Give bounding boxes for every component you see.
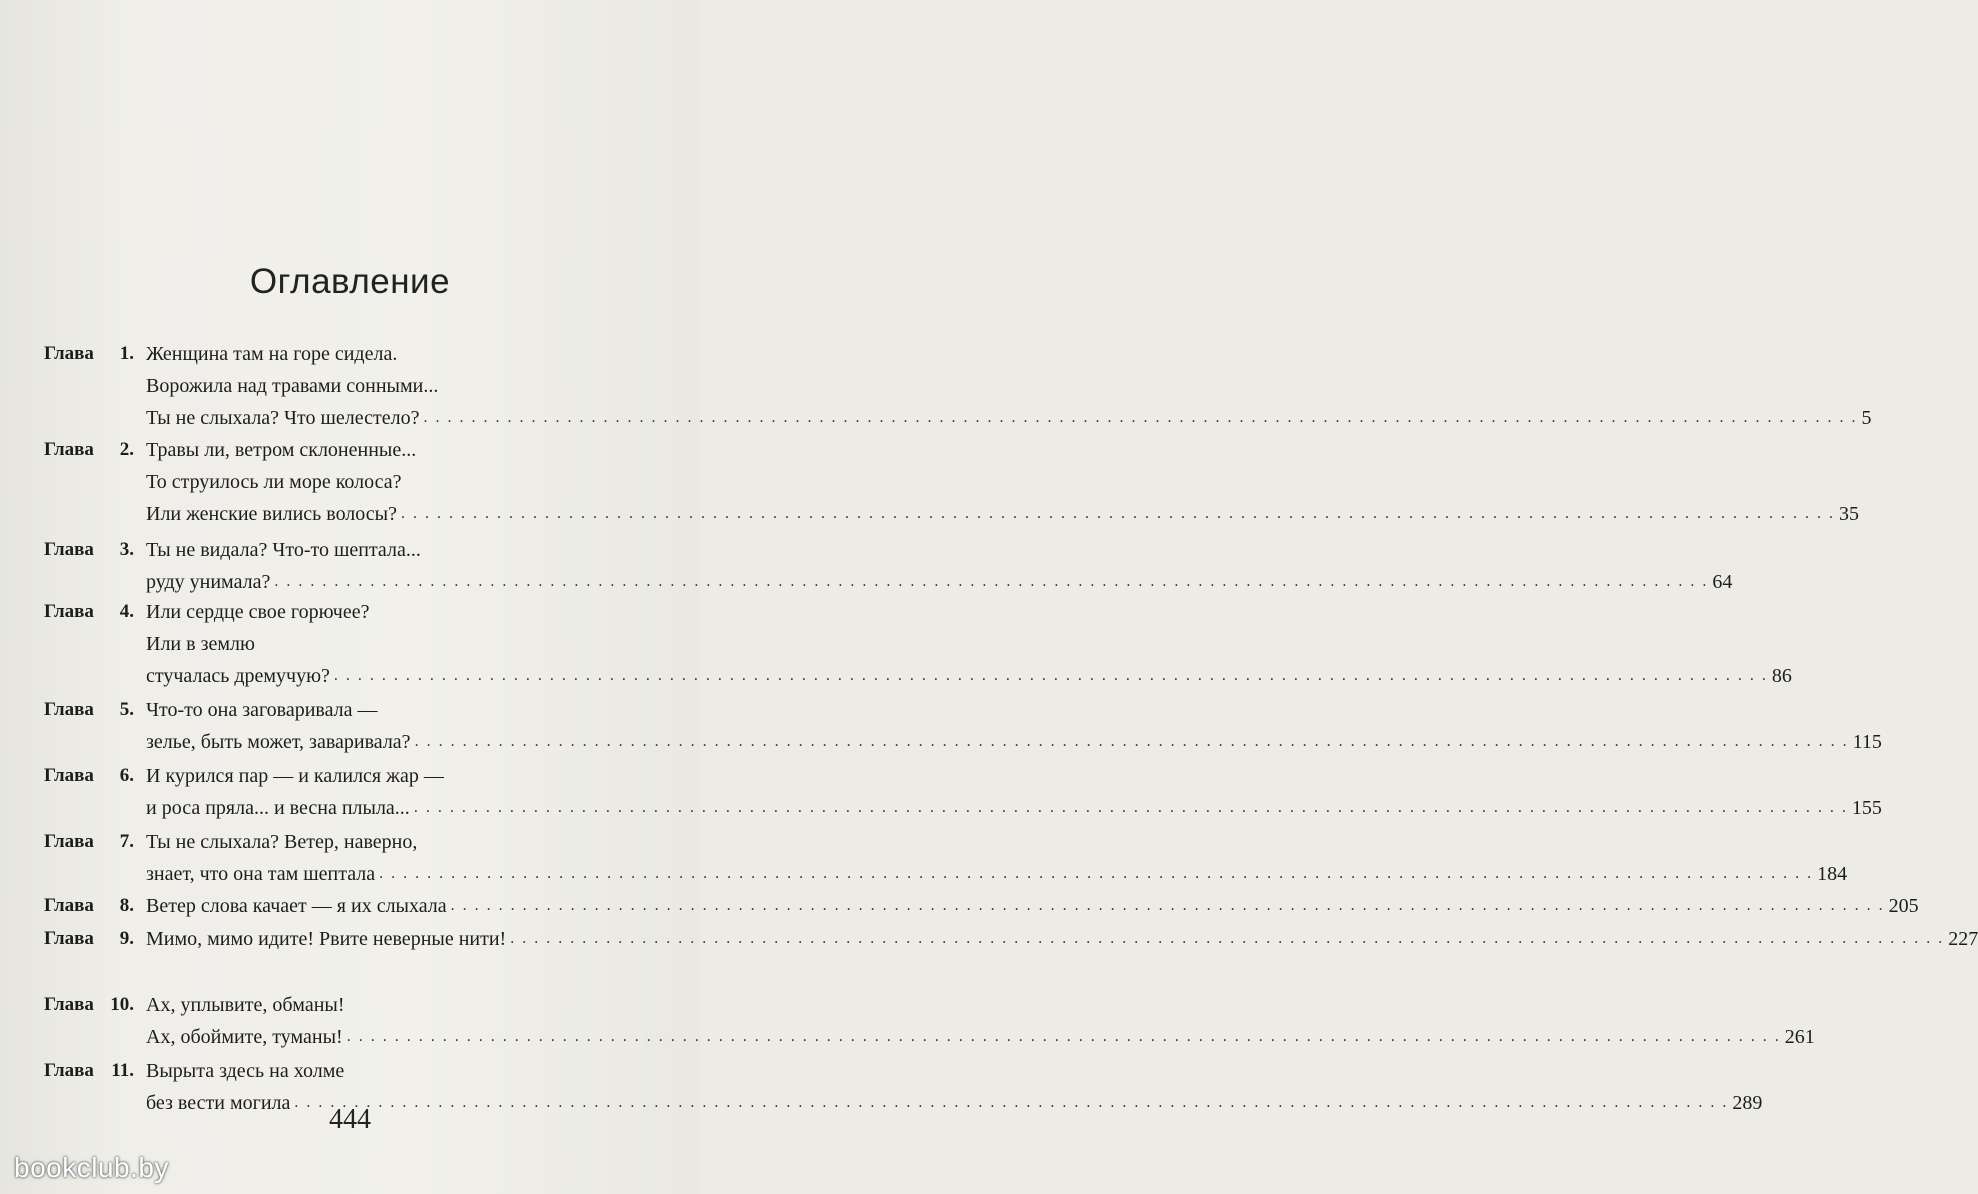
chapter-num: 4.: [119, 601, 134, 622]
chapter-label: Глава: [44, 439, 94, 460]
chapter-title-line: [146, 858, 1848, 890]
chapter-title-line: [146, 890, 1919, 922]
dot-leader: . . . . . . . . . . . . . . . . . . . . . . . . . . . . . . . . . . . . . . . . . . . . . . . . . . . . . . . . . . . . . . . . . . . . . . . . . . . . . . . . . . . . . . . . . . . . . . . . . . . . . . . . . . . . . . . . . . . . . . . .: [413, 799, 1848, 816]
chapter-title-text: зелье, быть может, заваривала?: [146, 731, 411, 753]
page-number: 444: [329, 1104, 371, 1135]
page-ref: 5: [1861, 407, 1872, 429]
chapter-num: 8.: [119, 895, 134, 916]
chapter-title-line: Что-то она заговаривала —: [146, 699, 378, 721]
chapter-title-line: Женщина там на горе сидела.: [146, 343, 398, 365]
page-ref: 86: [1771, 665, 1792, 687]
chapter-number: [44, 923, 140, 955]
chapter-title-line: [146, 660, 1792, 692]
chapter-num: 9.: [119, 928, 134, 949]
chapter-title-line: [146, 566, 1733, 598]
chapter-title-text: руду унимала?: [146, 571, 271, 593]
chapter-num: 11.: [111, 1060, 134, 1081]
chapter-number: [44, 338, 140, 370]
chapter-label: Глава: [44, 928, 94, 949]
chapter-label: Глава: [44, 765, 94, 786]
chapter-number: [44, 826, 140, 858]
chapter-title-line: Ты не слыхала? Ветер, наверно,: [146, 831, 418, 853]
chapter-title-text: знает, что она там шептала: [146, 863, 376, 885]
chapter-num: 3.: [119, 539, 134, 560]
dot-leader: . . . . . . . . . . . . . . . . . . . . . . . . . . . . . . . . . . . . . . . . . . . . . . . . . . . . . . . . . . . . . . . . . . . . . . . . . . . . . . . . . . . . . . . . . . . . . . . . . . . . . . . . . . . . . . . . . . . . . . . .: [510, 930, 1945, 947]
page-ref: 35: [1838, 503, 1859, 525]
bleed-through-text: [60, 10, 700, 234]
chapter-num: 7.: [119, 831, 134, 852]
chapter-label: Глава: [44, 699, 94, 720]
chapter-label: Глава: [44, 831, 94, 852]
chapter-title-line: Или в землю: [146, 633, 255, 655]
watermark-logo: bookclub.by: [14, 1152, 169, 1183]
chapter-title-line: [146, 726, 1882, 758]
dot-leader: . . . . . . . . . . . . . . . . . . . . . . . . . . . . . . . . . . . . . . . . . . . . . . . . . . . . . . . . . . . . . . . . . . . . . . . . . . . . . . . . . . . . . . . . . . . . . . . . . . . . . . . . . . . . . . . . . . . . . . . .: [333, 667, 1768, 684]
chapter-title-line: Или сердце свое горючее?: [146, 601, 370, 623]
page-ref: 227: [1948, 928, 1978, 950]
page-ref: 184: [1817, 863, 1848, 885]
dot-leader: . . . . . . . . . . . . . . . . . . . . . . . . . . . . . . . . . . . . . . . . . . . . . . . . . . . . . . . . . . . . . . . . . . . . . . . . . . . . . . . . . . . . . . . . . . . . . . . . . . . . . . . . . . . . . . . . . . . . . . . .: [414, 733, 1849, 750]
chapter-title-line: Вырыта здесь на холме: [146, 1060, 345, 1082]
chapter-number: [44, 760, 140, 792]
page-ref: 205: [1888, 895, 1919, 917]
chapter-title-text: без вести могила: [146, 1092, 291, 1114]
chapter-num: 5.: [119, 699, 134, 720]
dot-leader: . . . . . . . . . . . . . . . . . . . . . . . . . . . . . . . . . . . . . . . . . . . . . . . . . . . . . . . . . . . . . . . . . . . . . . . . . . . . . . . . . . . . . . . . . . . . . . . . . . . . . . . . . . . . . . . . . . . . . . . .: [400, 505, 1835, 522]
chapter-title-line: Травы ли, ветром склоненные...: [146, 439, 417, 461]
chapter-title-line: [146, 792, 1882, 824]
chapter-number: [44, 596, 140, 628]
chapter-number: [44, 1055, 140, 1087]
page-ref: 261: [1784, 1026, 1815, 1048]
chapter-number: [44, 890, 140, 922]
chapter-title-line: То струилось ли море колоса?: [146, 471, 402, 493]
chapter-label: Глава: [44, 1060, 94, 1081]
chapter-title-line: [146, 402, 1872, 434]
chapter-title-text: Ветер слова качает — я их слыхала: [146, 895, 447, 917]
chapter-title-text: стучалась дремучую?: [146, 665, 330, 687]
dot-leader: . . . . . . . . . . . . . . . . . . . . . . . . . . . . . . . . . . . . . . . . . . . . . . . . . . . . . . . . . . . . . . . . . . . . . . . . . . . . . . . . . . . . . . . . . . . . . . . . . . . . . . . . . . . . . . . . . . . . . . . .: [274, 573, 1709, 590]
chapter-title-text: Ты не слыхала? Что шелестело?: [146, 407, 420, 429]
chapter-title-text: Или женские вились волосы?: [146, 503, 397, 525]
chapter-title-line: Ворожила над травами сонными...: [146, 375, 439, 397]
dot-leader: . . . . . . . . . . . . . . . . . . . . . . . . . . . . . . . . . . . . . . . . . . . . . . . . . . . . . . . . . . . . . . . . . . . . . . . . . . . . . . . . . . . . . . . . . . . . . . . . . . . . . . . . . . . . . . . . . . . . . . . .: [450, 897, 1885, 914]
chapter-title-line: Ты не видала? Что-то шептала...: [146, 539, 421, 561]
dot-leader: . . . . . . . . . . . . . . . . . . . . . . . . . . . . . . . . . . . . . . . . . . . . . . . . . . . . . . . . . . . . . . . . . . . . . . . . . . . . . . . . . . . . . . . . . . . . . . . . . . . . . . . . . . . . . . . . . . . . . . . .: [423, 409, 1858, 426]
chapter-title-line: [146, 1021, 1815, 1053]
chapter-title-line: [146, 498, 1859, 530]
page-title: Оглавление: [249, 262, 451, 301]
chapter-title-line: Ах, уплывите, обманы!: [146, 994, 345, 1016]
chapter-number: [44, 434, 140, 466]
chapter-title-line: И курился пар — и калился жар —: [146, 765, 444, 787]
page-ref: 155: [1851, 797, 1882, 819]
chapter-title-line: [146, 923, 1978, 955]
chapter-label: Глава: [44, 343, 94, 364]
chapter-number: [44, 694, 140, 726]
chapter-title-text: Мимо, мимо идите! Рвите неверные нити!: [146, 928, 507, 950]
chapter-title-text: и роса пряла... и весна плыла...: [146, 797, 410, 819]
chapter-label: Глава: [44, 994, 94, 1015]
chapter-num: 2.: [119, 439, 134, 460]
page-ref: 64: [1712, 571, 1733, 593]
page-ref: 289: [1732, 1092, 1763, 1114]
chapter-number: [44, 989, 140, 1021]
chapter-label: Глава: [44, 601, 94, 622]
chapter-label: Глава: [44, 895, 94, 916]
chapter-num: 6.: [119, 765, 134, 786]
chapter-label: Глава: [44, 539, 94, 560]
chapter-num: 1.: [119, 343, 134, 364]
dot-leader: . . . . . . . . . . . . . . . . . . . . . . . . . . . . . . . . . . . . . . . . . . . . . . . . . . . . . . . . . . . . . . . . . . . . . . . . . . . . . . . . . . . . . . . . . . . . . . . . . . . . . . . . . . . . . . . . . . . . . . . .: [346, 1028, 1781, 1045]
dot-leader: . . . . . . . . . . . . . . . . . . . . . . . . . . . . . . . . . . . . . . . . . . . . . . . . . . . . . . . . . . . . . . . . . . . . . . . . . . . . . . . . . . . . . . . . . . . . . . . . . . . . . . . . . . . . . . . . . . . . . . . .: [294, 1094, 1729, 1111]
dot-leader: . . . . . . . . . . . . . . . . . . . . . . . . . . . . . . . . . . . . . . . . . . . . . . . . . . . . . . . . . . . . . . . . . . . . . . . . . . . . . . . . . . . . . . . . . . . . . . . . . . . . . . . . . . . . . . . . . . . . . . . .: [379, 865, 1814, 882]
chapter-title-text: Ах, обоймите, туманы!: [146, 1026, 343, 1048]
page-ref: 115: [1852, 731, 1882, 753]
chapter-number: [44, 534, 140, 566]
chapter-num: 10.: [110, 994, 134, 1015]
